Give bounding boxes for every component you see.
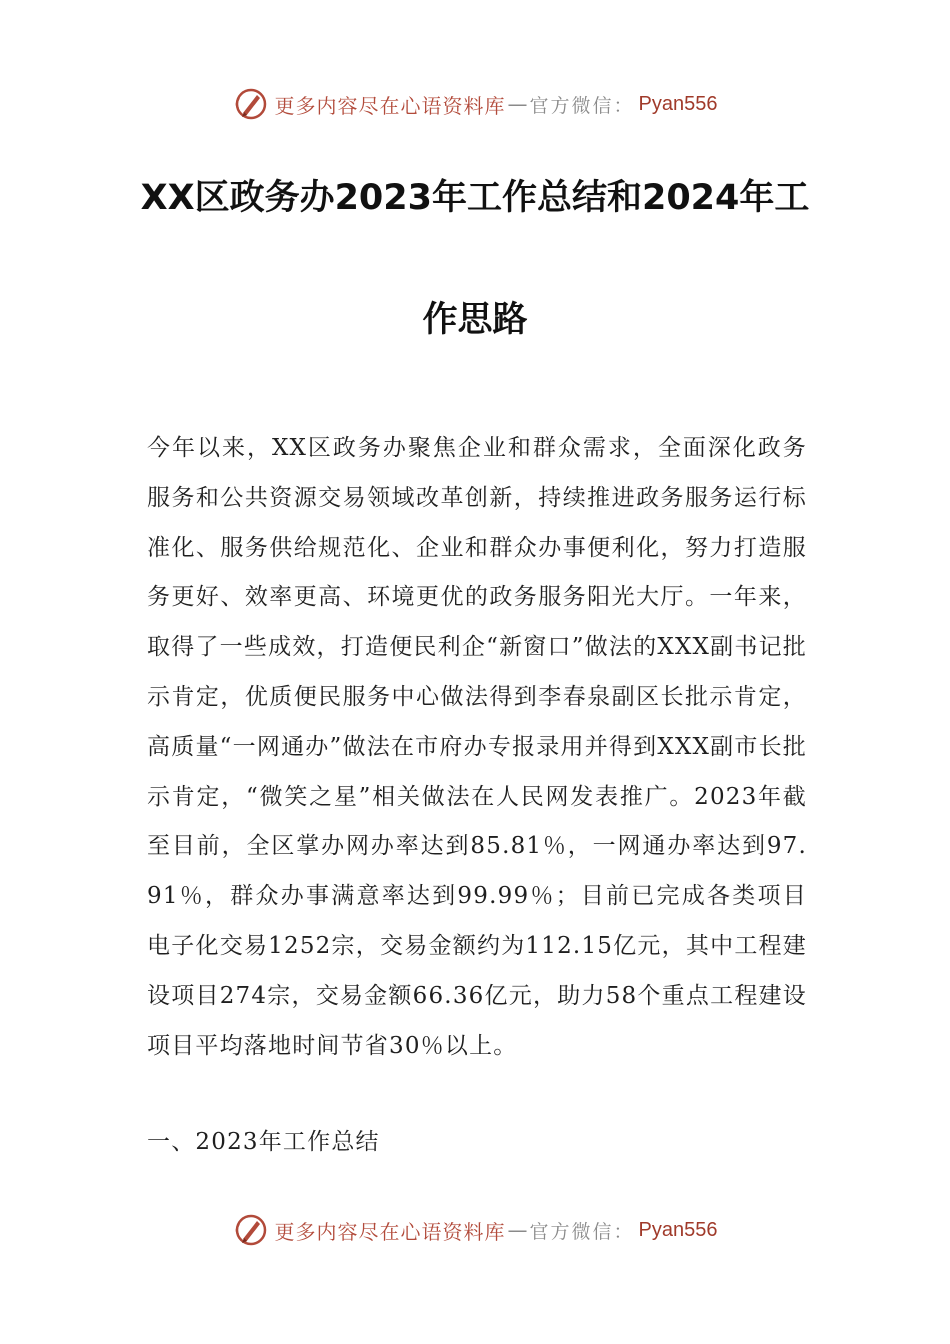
watermark-brand-text: 更多内容尽在心语资料库 xyxy=(274,1219,506,1244)
pen-circle-logo-icon xyxy=(233,1212,269,1248)
intro-paragraph: 今年以来，XX区政务办聚焦企业和群众需求，全面深化政务服务和公共资源交易领域改革创新，持续推进政务服务运行标准化、服务供给规范化、企业和群众办事便利化，努力打造服务更好、效率更高、环境更优的政务服务阳光大厅。一年来，取得了一些成效，打造便民利企“新窗口”做法的XXX副书记批示肯定，优质便民服务中心做法得到李春泉副区长批示肯定，高质量“一网通办”做法在市府办专报录用并得到XXX副市长批示肯定，“微笑之星”相关做法在人民网发表推广。2023年截至目前，全区掌办网办率达到85.81％，一网通办率达到97.91％，群众办事满意率达到99.99％；目前已完成各类项目电子化交易1252宗，交易金额约为112.15亿元，其中工程建设项目274宗，交易金额66.36亿元，助力58个重点工程建设项目平均落地时间节省30％以上。 xyxy=(147,435,807,1059)
watermark-brand-text: 更多内容尽在心语资料库 xyxy=(274,93,506,118)
watermark-contact-label: 官方微信： xyxy=(529,94,635,117)
document-title-line-1: XX区政务办2023年工作总结和2024年工 xyxy=(140,178,810,218)
document-title-line-2: 作思路 xyxy=(422,300,528,340)
watermark-banner-bottom xyxy=(0,1210,950,1250)
watermark-banner-top xyxy=(0,84,950,124)
watermark-contact-id: Pyan556 xyxy=(638,92,718,115)
section-heading: 一、2023年工作总结 xyxy=(147,1129,380,1155)
watermark-separator: — xyxy=(507,92,528,116)
watermark-separator: — xyxy=(507,1218,528,1242)
watermark-contact-label: 官方微信： xyxy=(529,1220,635,1243)
watermark-contact-id: Pyan556 xyxy=(638,1218,718,1241)
pen-circle-logo-icon xyxy=(233,86,269,122)
